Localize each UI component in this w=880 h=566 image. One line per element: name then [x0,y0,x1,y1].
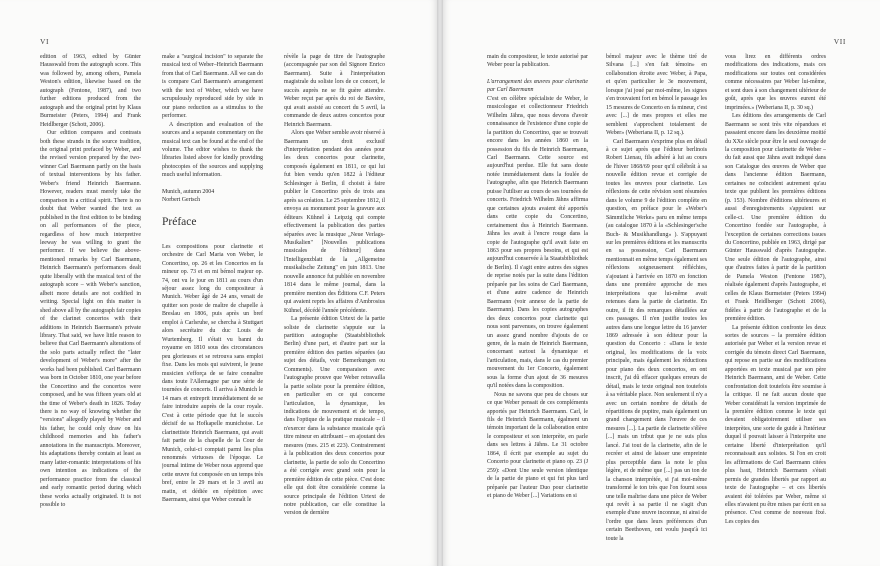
signoff-place-date: Munich, autumn 2004 [162,188,215,195]
paragraph: vous lirez en différents ordres modifications des indications, mais ces modifications sur toutes ont considérées comme nécessaires par Weber lui-même, et sont dues à son changement ultérieur de goût, après que les œuvres eurent été imprimées.» (Weberiana II, p. 30 sq.) [725,54,826,111]
right-page [443,0,880,566]
paragraph: bémol majeur avec le thème tiré de Silvana [...] s'en fait témoin» en collaboration étroite avec Weber, à Papa, et qu'en particulier le 3e mouvement, lorsque j'ai joué par moi-même, les signes s'en trouvaient fort en bémol le passage les 15 mesures de Concerto en fa mineur, c'est avec [...] de mes propres et elles me semblent s'approchent totalement de Weber» (Weberiana II, p. 12 sq.). [606,54,707,137]
right-column-3 [725,53,826,558]
paragraph: A description and evaluation of the sources and a separate commentary on the musical text can be found at the end of the volume. The editor wishes to thank the libraries listed above for kindly providing photocopies of the sources and supplying much useful information. [162,121,263,179]
subheading: L'arrangement des œuvres pour clarinette par Carl Baermann [487,78,588,94]
paragraph: Nous ne savons que peu de choses sur ce que Weber pensait de ces compléments apportés par Heinrich Baermann. Carl, le fils de Heinrich Baermann, égalment un témoin important de la collaboration entre le compositeur et son interprète, en parle dans ses lettres à Jähns. Le 31 octobre 1864, il écrit par exemple au sujet du Concerto pour clarinette et piano op. 23 (J 259): «Dont Une seule version identique de la partie de piano et qui fut plus tard préparée par l'auteur Duo pour clarinette et piano de Weber [...] Variations en si [487,391,588,500]
paragraph: main du compositeur, le texte autorisé par Weber pour la publication. [487,54,588,69]
paragraph: Carl Baermann s'exprime plus en détail à ce sujet après que l'éditeur berlinois Robert Lienau, fils adhéré à lui au cours de l'hiver 1868/69 pour qu'il célébrât à sa nouvelle édition revue et corrigée de toutes les œuvres pour clarinette. Les réflexions de cette révision sont résumées dans le volume 9 de l'édition complète en question, en préface pour le «Weber's Sämmtliche Werke» paru en même temps (au catalogue 1870 à la «Schlesinger'sche Buch- & Musikhandlung» ). S'appuyant sur les premières éditions et les manuscrits en sa possession, Carl Baermann mentionnait en même temps également ses réflexions soigneusement réfléchies, s'ajoutant à l'arrivée en 1870 en fonction dans une première approche de mes interprétations que lui-même avait retenues dans la partie de clarinette. En outre, il fit des remarques détaillées sur ces passages. Il n'en justifie toutes les autres dans une longue lettre du 16 janvier 1869 adressée à son éditeur pour la question du Concerto : «Dans le texte original, les modifications de la voix principale, mais également les réductions pour piano des deux concertos, en ont inscrit, j'ai dû effacer quelques erreurs de détail, mais le texte original non toutefois à sa véritable place. Non seulement il n'y a avec un certain nombre de détails de répartitions de pupitre, mais également un grand changement dans l'œuvre de ces mesures [...]. La partie de clarinette s'élève [...] mais un tribut que je ne suis plus lancé. J'ai tout de la clarinette, afin de le recréer et ainsi de laisser une empreinte plus perceptible dans la note le plus légère, et de même que [...] pas un ton de la chanson interprétée, si j'ai moi-même transformé le ton très que l'on fourni sous une telle maîtrise dans une pièce de Weber qui revêt à sa partie il ne s'agit d'un exemple d'une œuvre inconnue, ni ainsi de l'ordre que dans leurs préférences d'un certain Beethoven, ont voulu jusqu'à ici toute la [606,138,707,542]
section-heading-preface: Préface [162,215,197,228]
paragraph: révèle la page de titre de l'autographe (accompagnée par son del Signore Enrico Baermann). Suite à l'interprétation magistrale du soliste lors de ce concert, le succès auprès ne se fit guère attendre. Weber reçut par après du roi de Bavière, qui avait assisté au concert du 5 avril, la commande de deux autres concertos pour Heinrich Baermann. [284,54,385,128]
paragraph: La présente édition confronte les deux sortes de sources – la première édition autorisée par Weber et la version revue et corrigée du témoin direct Carl Baermann, qui repose en partie sur des modifications apportées en texte musical par son père Heinrich Baermann, ami de Weber. Cette confrontation doit toutefois être soumise à la critique. Il ne fait aucun doute que Weber considérait la version imprimée de la première édition comme le texte qui devaient obligatoirement utiliser ses interprètes, une sorte de guide à l'intérieur duquel il pouvait laisser à l'interprète une certaine liberté d'interprétation qu'il reconnaissait aux solistes. Si l'on en croit les affirmations de Carl Baermann citées plus haut, Heinrich Baermann s'était permis de grandes libertés par rapport au texte de l'autographe – et ces libertés avaient été tolérées par Weber, même si elles n'avaient pu être mises par écrit en sa présence. C'est comme de nouveau fixé. Les copies des [725,324,826,525]
paragraph: La présente édition Urtext de la partie soliste de clarinette s'appuie sur la partition autographe (Staatsbibliothek Berlin) d'une part, et d'autre part sur la première édition des parties séparées (au sujet des détails, voir Bemerkungen ou Comments). Une comparaison avec l'autographe prouve que Weber retravailla la partie soliste pour la première édition, en particulier en ce qui concerne l'articulation, la dynamique, les indications de mouvement et de tempo, dans l'optique de la pratique musicale – il n'exercer dans la substance musicale qu'à titre mineur en attribuant – en ajoutant des mesures (mes. 215 et 223). Contrairement à la publication des deux concertos pour clarinette, la partie de solo du Concertino a été corrigée avec grand soin pour la première édition de cette pièce. C'est donc elle qui doit être considérée comme la source principale de l'édition Urtext de notre publication, car elle constitue la version de dernière [284,316,385,517]
left-column-1 [40,53,141,558]
right-page-number: VII [833,37,846,46]
left-column-3 [284,53,385,558]
paragraph: Alors que Weber semble avoir réservé à Baermann un droit exclusif d'interprétation pendant des années pour les deux concertos pour clarinette, composés également en 1811, ce qui lui fut bien vendu qu'en 1822 à l'éditeur Schlesinger à Berlin, il choisit à faire publier le Concertino près de trois ans après sa création. Le 25 septembre 1812, il envoya au monument pour la gravure aux éditeurs Kühnel à Leipzig qui compte effectivement la publication des parties séparées avec la musique „Neue Verlags-Musikalien" [Nouvelles publications musicales de l'éditeur] dans l'Intelligenzblatt de la „Allgemeine musikalische Zeitung" en juin 1813. Une nouvelle annonce fut publiée en novembre 1814 dans le même journal, dans la première mention des Éditions C.F. Peters qui avaient repris les affaires d'Ambrosius Kühnel, décédé l'année précédente. [284,130,385,314]
left-page [0,0,437,566]
right-column-1 [487,53,588,558]
paragraph: C'est en célèbre spécialiste de Weber, le musicologue et collectionneur Friedrich Wilhelm Jähns, que nous devons d'avoir connaissance de l'existence d'une copie de la partition du Concertino, que se trouvait encore dans les années 1860 en la possession du fils de Heinrich Baermann, Carl Baermann. Cette source est aujourd'hui perdue. Elle fut sans doute notée immédiatement dans la foulée de l'autographe, afin que Heinrich Baermann puisse l'utiliser au cours de ses tournées de concerts. Friedrich Wilhelm Jähns affirma que certaines ajouts avaient été apportés dans cette copie du Concertino, certainement dus à Heinrich Baermann. Jähns les avait à l'encre rouge dans la copie de l'autographe qu'il avait faite en 1863 pour ses propres besoins, et qui est aujourd'hui conservée à la Staatsbibliothek de Berlin). Il s'agit entre autres des signes de reprise notés par la suite dans l'édition préparée par les soins de Carl Baermann, et d'une autre cadence de Heinrich Baermann (voir annexe de la partie de Baermann). Dans les copies autographes des deux concertos pour clarinette qui nous sont parvenues, on trouve également un assez grand nombre d'ajouts de ce genre, de la main de Heinrich Baermann, concernant surtout la dynamique et l'articulation, mais, dans le cas du premier mouvement du 1er Concerto, également sous la forme d'un ajout de 36 mesures qu'il notées dans la composition. [487,95,588,390]
paragraph: Les éditions des arrangements de Carl Baermann se sont très vite répandues et passaient encore dans les deuxième moitié du XXe siècle pour être le seul ouvrage de la composition pour clarinette de Weber – du fait aussi que Jähns avait indiqué dans son Catalogue des œuvres de Weber que dans l'ancienne édition Baermann, certaines ne coïncident autrement qu'au texte que publient les premières éditions (p. 153). Nombre d'éditions ultérieures et aussi d'enregistrements s'appuient sur celle-ci. Une première édition du Concertino fondée sur l'autographe, à l'exception de certaines corrections issues du Concertino, publiée en 1963, dirigé par Günter Hausswald d'après l'autographe. Une seule édition de l'autographe, ainsi que d'autres faites à partir de la partition de Pamela Weston (Fentone 1987), réalisée également d'après l'autographe, et celles de Klaus Burmeister (Peters 1994) et Frank Heidlberger (Schott 2006), fidèles à partir de l'autographe et de la première édition. [725,113,826,323]
paragraph: Our edition compares and contrasts both these strands in the source tradition, the original print prefaced by Weber, and the revised version prepared by the two-winner Carl Baermann partly on the basis of textual interventions by his father. Weber's friend Heinrich Baermann. However, readers must merely take the comparison in a critical spirit. There is no doubt that Weber wanted the text as published in the first edition to be binding on all performances of the piece, regardless of how much interpretive leeway he was willing to grant the performer. If we believe the above-mentioned remarks by Carl Baermann, Heinrich Baermann's performances dealt quite liberally with the musical text of the autograph score – with Weber's sanction, albeit more details are not codified in writing. Special light on this matter is shed above all by the autograph fair copies of the clarinet concertos with their additions in Heinrich Baermann's private library. That said, we have little reason to believe that Carl Baermann's alterations of the solo parts actually reflect the "later development of Weber's more" after the works had been published. Carl Baermann was born in October 1810, one year before the Concertino and the concertos were composed, and he was fifteen years old at the time of Weber's death in 1826. Today there is no way of knowing whether the "versions" allegedly played by Weber and his father, he could only draw on his childhood memories and his father's annotations in the manuscripts. Moreover, his adaptations thereby contain at least as many latter-romantic interpretations of his own intention as indications of the performance practice from the classical and early romantic period during which these works actually originated. It is not possible to [40,130,141,509]
paragraph: make a "surgical incision" to separate the musical text of Weber–Heinrich Baermann from that of Carl Baermann. All we can do is compare Carl Baermann's arrangement with the text of Weber, which we have scrupulously reproduced side by side in our piano reduction as a stimulus to the performer. [162,54,263,120]
left-page-number: VI [40,37,50,46]
right-column-2 [606,53,707,558]
paragraph: edition of 1963, edited by Günter Hausswald from the autograph score. This was followed by, among others, Pamela Weston's edition, likewise based on the autograph (Fentone, 1987), and two further editions produced from the autograph and the original print by Klaus Burmeister (Peters, 1994) and Frank Heidlberger (Schott, 2006). [40,54,141,128]
signoff-author: Norbert Gertsch [162,197,201,204]
paragraph: Les compositions pour clarinette et orchestre de Carl Maria von Weber, le Concertino, op. 26 et les Concertos en fa mineur op. 73 et en mi bémol majeur op. 74, ont vu le jour en 1811 au cours d'un séjour assez long du compositeur à Munich. Weber âgé de 24 ans, venait de quitter son poste de maître de chapelle à Breslau en 1806, puis après un bref emploi à Carlsruhe, se chercha à Stuttgart alors secrétaire du duc Louis de Wurtemberg. Il s'était vu banni du royaume en 1810 sous des circonstances peu glorieuses et se retrouva sans emploi fixe. Dans les mois qui suivirent, le jeune musicien s'efforça de se faire connaître dans toute l'Allemagne par une série de tournées de concerts. Il arriva à Munich le 14 mars et entreprit immédiatement de se faire introduire auprès de la cour royale. C'est à cette période que fut le succès décisif de sa Hofkapelle munichoise. Le clarinettiste Heinrich Baermann, qui avait fait partie de la chapelle de la Cour de Munich, celui-ci comptait parmi les plus renommés virtuoses de l'époque. Le journal intime de Weber nous apprend que cette œuvre fut composée en un temps très bref, entre le 29 mars et le 3 avril au matin, et dédiée en répétition avec Baermann, ainsi que Weber connaît le [162,243,263,504]
left-column-2 [162,53,263,558]
